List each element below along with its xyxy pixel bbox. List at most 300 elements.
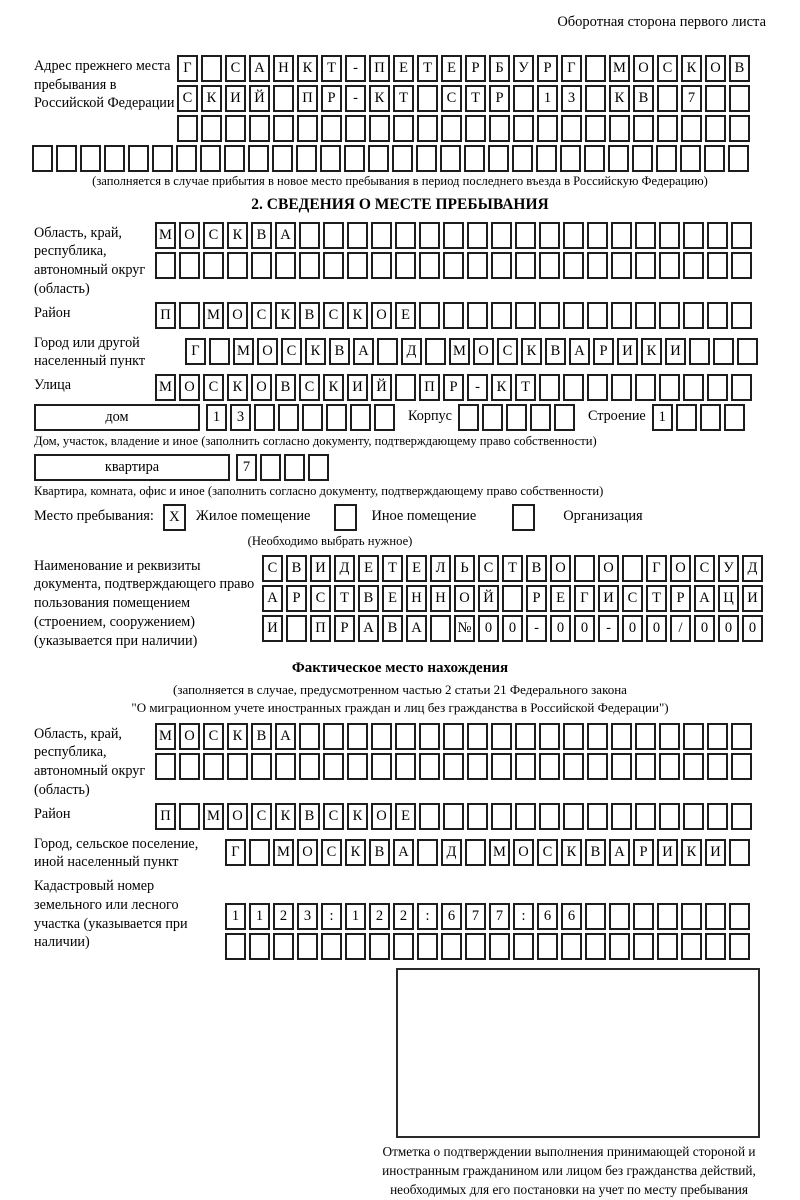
char-box[interactable]: 1: [537, 85, 558, 112]
char-box[interactable]: [539, 753, 560, 780]
char-box[interactable]: К: [681, 55, 702, 82]
char-box[interactable]: С: [323, 302, 344, 329]
char-box[interactable]: С: [203, 222, 224, 249]
char-box[interactable]: Т: [417, 55, 438, 82]
char-box[interactable]: [395, 252, 416, 279]
char-box[interactable]: :: [417, 903, 438, 930]
char-box[interactable]: [200, 145, 221, 172]
char-box[interactable]: И: [705, 839, 726, 866]
char-box[interactable]: [321, 933, 342, 960]
char-box[interactable]: [707, 252, 728, 279]
char-box[interactable]: Н: [273, 55, 294, 82]
char-box[interactable]: [32, 145, 53, 172]
char-box[interactable]: [554, 404, 575, 431]
char-box[interactable]: 1: [249, 903, 270, 930]
char-box[interactable]: [417, 933, 438, 960]
char-box[interactable]: [622, 555, 643, 582]
char-box[interactable]: [491, 803, 512, 830]
char-box[interactable]: [731, 302, 752, 329]
char-box[interactable]: К: [201, 85, 222, 112]
char-box[interactable]: [179, 753, 200, 780]
char-box[interactable]: В: [251, 222, 272, 249]
char-box[interactable]: [611, 803, 632, 830]
char-box[interactable]: [587, 803, 608, 830]
char-box[interactable]: [659, 374, 680, 401]
char-box[interactable]: [515, 753, 536, 780]
char-box[interactable]: -: [345, 55, 366, 82]
char-box[interactable]: [249, 115, 270, 142]
char-box[interactable]: [512, 145, 533, 172]
char-box[interactable]: [515, 252, 536, 279]
char-box[interactable]: С: [203, 374, 224, 401]
char-box[interactable]: О: [179, 222, 200, 249]
char-box[interactable]: С: [441, 85, 462, 112]
char-box[interactable]: М: [203, 302, 224, 329]
char-box[interactable]: Т: [334, 585, 355, 612]
char-box[interactable]: [395, 753, 416, 780]
char-box[interactable]: 3: [230, 404, 251, 431]
char-box[interactable]: [728, 145, 749, 172]
char-box[interactable]: [419, 252, 440, 279]
char-box[interactable]: Е: [406, 555, 427, 582]
char-box[interactable]: [587, 222, 608, 249]
char-box[interactable]: К: [609, 85, 630, 112]
char-box[interactable]: [705, 933, 726, 960]
char-box[interactable]: [633, 115, 654, 142]
char-box[interactable]: -: [598, 615, 619, 642]
char-box[interactable]: С: [177, 85, 198, 112]
char-box[interactable]: Н: [406, 585, 427, 612]
char-box[interactable]: М: [609, 55, 630, 82]
char-box[interactable]: Р: [537, 55, 558, 82]
char-box[interactable]: 0: [694, 615, 715, 642]
char-box[interactable]: [201, 55, 222, 82]
char-box[interactable]: [635, 803, 656, 830]
char-box[interactable]: [371, 252, 392, 279]
char-box[interactable]: [729, 115, 750, 142]
char-box[interactable]: [299, 753, 320, 780]
char-box[interactable]: [371, 723, 392, 750]
char-box[interactable]: К: [227, 222, 248, 249]
char-box[interactable]: -: [345, 85, 366, 112]
char-box[interactable]: 7: [489, 903, 510, 930]
char-box[interactable]: [377, 338, 398, 365]
char-box[interactable]: [467, 222, 488, 249]
char-box[interactable]: 7: [236, 454, 257, 481]
char-box[interactable]: [248, 145, 269, 172]
char-box[interactable]: К: [347, 803, 368, 830]
char-box[interactable]: В: [329, 338, 350, 365]
char-box[interactable]: К: [369, 85, 390, 112]
char-box[interactable]: [179, 803, 200, 830]
char-box[interactable]: А: [393, 839, 414, 866]
char-box[interactable]: П: [310, 615, 331, 642]
char-box[interactable]: П: [419, 374, 440, 401]
char-box[interactable]: [635, 723, 656, 750]
char-box[interactable]: М: [489, 839, 510, 866]
char-box[interactable]: М: [155, 374, 176, 401]
char-box[interactable]: У: [718, 555, 739, 582]
char-box[interactable]: [683, 723, 704, 750]
char-box[interactable]: [700, 404, 721, 431]
char-box[interactable]: Ц: [718, 585, 739, 612]
char-box[interactable]: [585, 55, 606, 82]
char-box[interactable]: В: [286, 555, 307, 582]
char-box[interactable]: [275, 753, 296, 780]
char-box[interactable]: [458, 404, 479, 431]
char-box[interactable]: [513, 933, 534, 960]
char-box[interactable]: [227, 252, 248, 279]
char-box[interactable]: П: [297, 85, 318, 112]
char-box[interactable]: [657, 903, 678, 930]
char-box[interactable]: [443, 753, 464, 780]
char-box[interactable]: [443, 723, 464, 750]
char-box[interactable]: Р: [443, 374, 464, 401]
char-box[interactable]: [275, 252, 296, 279]
char-box[interactable]: [465, 839, 486, 866]
char-box[interactable]: [635, 252, 656, 279]
char-box[interactable]: [681, 115, 702, 142]
char-box[interactable]: [611, 723, 632, 750]
char-box[interactable]: [347, 753, 368, 780]
char-box[interactable]: [563, 302, 584, 329]
char-box[interactable]: [587, 723, 608, 750]
char-box[interactable]: 7: [681, 85, 702, 112]
char-box[interactable]: С: [299, 374, 320, 401]
char-box[interactable]: Р: [465, 55, 486, 82]
char-box[interactable]: Й: [249, 85, 270, 112]
char-box[interactable]: [731, 723, 752, 750]
char-box[interactable]: [417, 839, 438, 866]
char-box[interactable]: [299, 222, 320, 249]
char-box[interactable]: С: [310, 585, 331, 612]
char-box[interactable]: О: [670, 555, 691, 582]
char-box[interactable]: [563, 723, 584, 750]
char-box[interactable]: С: [323, 803, 344, 830]
char-box[interactable]: [345, 115, 366, 142]
char-box[interactable]: А: [358, 615, 379, 642]
char-box[interactable]: [560, 145, 581, 172]
char-box[interactable]: [249, 933, 270, 960]
char-box[interactable]: К: [345, 839, 366, 866]
char-box[interactable]: Д: [401, 338, 422, 365]
char-box[interactable]: П: [369, 55, 390, 82]
char-box[interactable]: :: [321, 903, 342, 930]
char-box[interactable]: М: [233, 338, 254, 365]
char-box[interactable]: /: [670, 615, 691, 642]
char-box[interactable]: [731, 222, 752, 249]
char-box[interactable]: 6: [561, 903, 582, 930]
char-box[interactable]: С: [203, 723, 224, 750]
char-box[interactable]: [659, 723, 680, 750]
char-box[interactable]: 2: [369, 903, 390, 930]
char-box[interactable]: [152, 145, 173, 172]
char-box[interactable]: Г: [177, 55, 198, 82]
char-box[interactable]: Т: [515, 374, 536, 401]
char-box[interactable]: В: [369, 839, 390, 866]
char-box[interactable]: [416, 145, 437, 172]
char-box[interactable]: В: [633, 85, 654, 112]
char-box[interactable]: [278, 404, 299, 431]
char-box[interactable]: Т: [465, 85, 486, 112]
char-box[interactable]: И: [657, 839, 678, 866]
char-box[interactable]: Б: [489, 55, 510, 82]
char-box[interactable]: [584, 145, 605, 172]
char-box[interactable]: [731, 374, 752, 401]
char-box[interactable]: 1: [206, 404, 227, 431]
char-box[interactable]: В: [526, 555, 547, 582]
char-box[interactable]: [608, 145, 629, 172]
char-box[interactable]: А: [406, 615, 427, 642]
char-box[interactable]: К: [297, 55, 318, 82]
char-box[interactable]: 1: [225, 903, 246, 930]
char-box[interactable]: [443, 252, 464, 279]
char-box[interactable]: [705, 85, 726, 112]
char-box[interactable]: 6: [441, 903, 462, 930]
char-box[interactable]: [587, 753, 608, 780]
char-box[interactable]: И: [262, 615, 283, 642]
other-premises-checkbox[interactable]: [334, 504, 357, 531]
char-box[interactable]: [609, 903, 630, 930]
char-box[interactable]: [224, 145, 245, 172]
char-box[interactable]: [323, 222, 344, 249]
char-box[interactable]: [513, 85, 534, 112]
char-box[interactable]: [371, 222, 392, 249]
char-box[interactable]: [273, 85, 294, 112]
char-box[interactable]: Т: [382, 555, 403, 582]
char-box[interactable]: 0: [574, 615, 595, 642]
char-box[interactable]: Р: [526, 585, 547, 612]
char-box[interactable]: [297, 933, 318, 960]
char-box[interactable]: [609, 933, 630, 960]
char-box[interactable]: [393, 933, 414, 960]
char-box[interactable]: А: [262, 585, 283, 612]
char-box[interactable]: [308, 454, 329, 481]
char-box[interactable]: И: [742, 585, 763, 612]
char-box[interactable]: [539, 374, 560, 401]
char-box[interactable]: [707, 723, 728, 750]
char-box[interactable]: Е: [441, 55, 462, 82]
char-box[interactable]: [657, 115, 678, 142]
char-box[interactable]: [203, 753, 224, 780]
char-box[interactable]: Р: [670, 585, 691, 612]
char-box[interactable]: В: [299, 803, 320, 830]
char-box[interactable]: [683, 222, 704, 249]
char-box[interactable]: [563, 252, 584, 279]
char-box[interactable]: М: [273, 839, 294, 866]
char-box[interactable]: [515, 803, 536, 830]
char-box[interactable]: [574, 555, 595, 582]
char-box[interactable]: [392, 145, 413, 172]
char-box[interactable]: [425, 338, 446, 365]
char-box[interactable]: Л: [430, 555, 451, 582]
char-box[interactable]: Е: [358, 555, 379, 582]
char-box[interactable]: [395, 222, 416, 249]
char-box[interactable]: [683, 302, 704, 329]
char-box[interactable]: [227, 753, 248, 780]
char-box[interactable]: [419, 222, 440, 249]
char-box[interactable]: [465, 115, 486, 142]
char-box[interactable]: О: [454, 585, 475, 612]
char-box[interactable]: [482, 404, 503, 431]
char-box[interactable]: Т: [502, 555, 523, 582]
char-box[interactable]: О: [251, 374, 272, 401]
char-box[interactable]: [587, 302, 608, 329]
char-box[interactable]: С: [262, 555, 283, 582]
char-box[interactable]: [395, 723, 416, 750]
char-box[interactable]: [537, 933, 558, 960]
char-box[interactable]: Й: [371, 374, 392, 401]
char-box[interactable]: [632, 145, 653, 172]
char-box[interactable]: [155, 252, 176, 279]
char-box[interactable]: [467, 252, 488, 279]
char-box[interactable]: [323, 753, 344, 780]
char-box[interactable]: [419, 302, 440, 329]
char-box[interactable]: Р: [286, 585, 307, 612]
char-box[interactable]: [683, 374, 704, 401]
char-box[interactable]: К: [275, 302, 296, 329]
char-box[interactable]: [737, 338, 758, 365]
char-box[interactable]: [611, 222, 632, 249]
char-box[interactable]: [374, 404, 395, 431]
char-box[interactable]: [417, 115, 438, 142]
char-box[interactable]: [443, 803, 464, 830]
char-box[interactable]: [515, 723, 536, 750]
char-box[interactable]: [491, 753, 512, 780]
char-box[interactable]: [561, 933, 582, 960]
char-box[interactable]: В: [545, 338, 566, 365]
char-box[interactable]: В: [585, 839, 606, 866]
char-box[interactable]: [344, 145, 365, 172]
char-box[interactable]: О: [550, 555, 571, 582]
char-box[interactable]: [419, 753, 440, 780]
char-box[interactable]: [443, 302, 464, 329]
char-box[interactable]: [467, 753, 488, 780]
char-box[interactable]: [611, 302, 632, 329]
char-box[interactable]: О: [227, 803, 248, 830]
char-box[interactable]: К: [305, 338, 326, 365]
char-box[interactable]: Р: [593, 338, 614, 365]
char-box[interactable]: [659, 222, 680, 249]
char-box[interactable]: А: [694, 585, 715, 612]
char-box[interactable]: [633, 903, 654, 930]
char-box[interactable]: [440, 145, 461, 172]
char-box[interactable]: [683, 252, 704, 279]
char-box[interactable]: [659, 753, 680, 780]
char-box[interactable]: И: [310, 555, 331, 582]
char-box[interactable]: [467, 723, 488, 750]
char-box[interactable]: [729, 839, 750, 866]
char-box[interactable]: К: [641, 338, 662, 365]
char-box[interactable]: [585, 903, 606, 930]
char-box[interactable]: 0: [742, 615, 763, 642]
char-box[interactable]: [707, 753, 728, 780]
char-box[interactable]: [209, 338, 230, 365]
char-box[interactable]: [464, 145, 485, 172]
char-box[interactable]: [323, 723, 344, 750]
char-box[interactable]: [635, 222, 656, 249]
char-box[interactable]: О: [297, 839, 318, 866]
char-box[interactable]: [707, 374, 728, 401]
char-box[interactable]: [488, 145, 509, 172]
char-box[interactable]: 0: [646, 615, 667, 642]
char-box[interactable]: [713, 338, 734, 365]
organization-checkbox[interactable]: [512, 504, 535, 531]
char-box[interactable]: Т: [321, 55, 342, 82]
char-box[interactable]: [441, 933, 462, 960]
char-box[interactable]: [345, 933, 366, 960]
char-box[interactable]: [467, 803, 488, 830]
char-box[interactable]: А: [569, 338, 590, 365]
char-box[interactable]: О: [705, 55, 726, 82]
char-box[interactable]: [251, 252, 272, 279]
char-box[interactable]: [539, 222, 560, 249]
char-box[interactable]: [419, 803, 440, 830]
char-box[interactable]: С: [281, 338, 302, 365]
char-box[interactable]: [491, 723, 512, 750]
char-box[interactable]: [80, 145, 101, 172]
char-box[interactable]: Д: [441, 839, 462, 866]
char-box[interactable]: [729, 903, 750, 930]
char-box[interactable]: [489, 115, 510, 142]
char-box[interactable]: Е: [550, 585, 571, 612]
char-box[interactable]: 2: [273, 903, 294, 930]
char-box[interactable]: Д: [334, 555, 355, 582]
char-box[interactable]: С: [321, 839, 342, 866]
char-box[interactable]: [563, 753, 584, 780]
char-box[interactable]: [515, 222, 536, 249]
char-box[interactable]: [635, 302, 656, 329]
char-box[interactable]: [563, 374, 584, 401]
char-box[interactable]: М: [155, 723, 176, 750]
char-box[interactable]: О: [179, 723, 200, 750]
char-box[interactable]: В: [251, 723, 272, 750]
char-box[interactable]: П: [155, 302, 176, 329]
char-box[interactable]: О: [257, 338, 278, 365]
char-box[interactable]: Р: [489, 85, 510, 112]
char-box[interactable]: [635, 374, 656, 401]
char-box[interactable]: П: [155, 803, 176, 830]
char-box[interactable]: [705, 115, 726, 142]
char-box[interactable]: [176, 145, 197, 172]
char-box[interactable]: [430, 615, 451, 642]
char-box[interactable]: В: [275, 374, 296, 401]
char-box[interactable]: В: [299, 302, 320, 329]
char-box[interactable]: С: [251, 302, 272, 329]
char-box[interactable]: [731, 252, 752, 279]
char-box[interactable]: И: [225, 85, 246, 112]
char-box[interactable]: О: [179, 374, 200, 401]
char-box[interactable]: [179, 302, 200, 329]
char-box[interactable]: [249, 839, 270, 866]
char-box[interactable]: [515, 302, 536, 329]
char-box[interactable]: [705, 903, 726, 930]
char-box[interactable]: С: [497, 338, 518, 365]
char-box[interactable]: Р: [321, 85, 342, 112]
char-box[interactable]: [683, 753, 704, 780]
char-box[interactable]: 1: [652, 404, 673, 431]
char-box[interactable]: К: [521, 338, 542, 365]
char-box[interactable]: [417, 85, 438, 112]
char-box[interactable]: [491, 222, 512, 249]
char-box[interactable]: [155, 753, 176, 780]
char-box[interactable]: Г: [185, 338, 206, 365]
char-box[interactable]: [326, 404, 347, 431]
char-box[interactable]: [611, 252, 632, 279]
char-box[interactable]: [633, 933, 654, 960]
char-box[interactable]: [539, 252, 560, 279]
char-box[interactable]: -: [467, 374, 488, 401]
